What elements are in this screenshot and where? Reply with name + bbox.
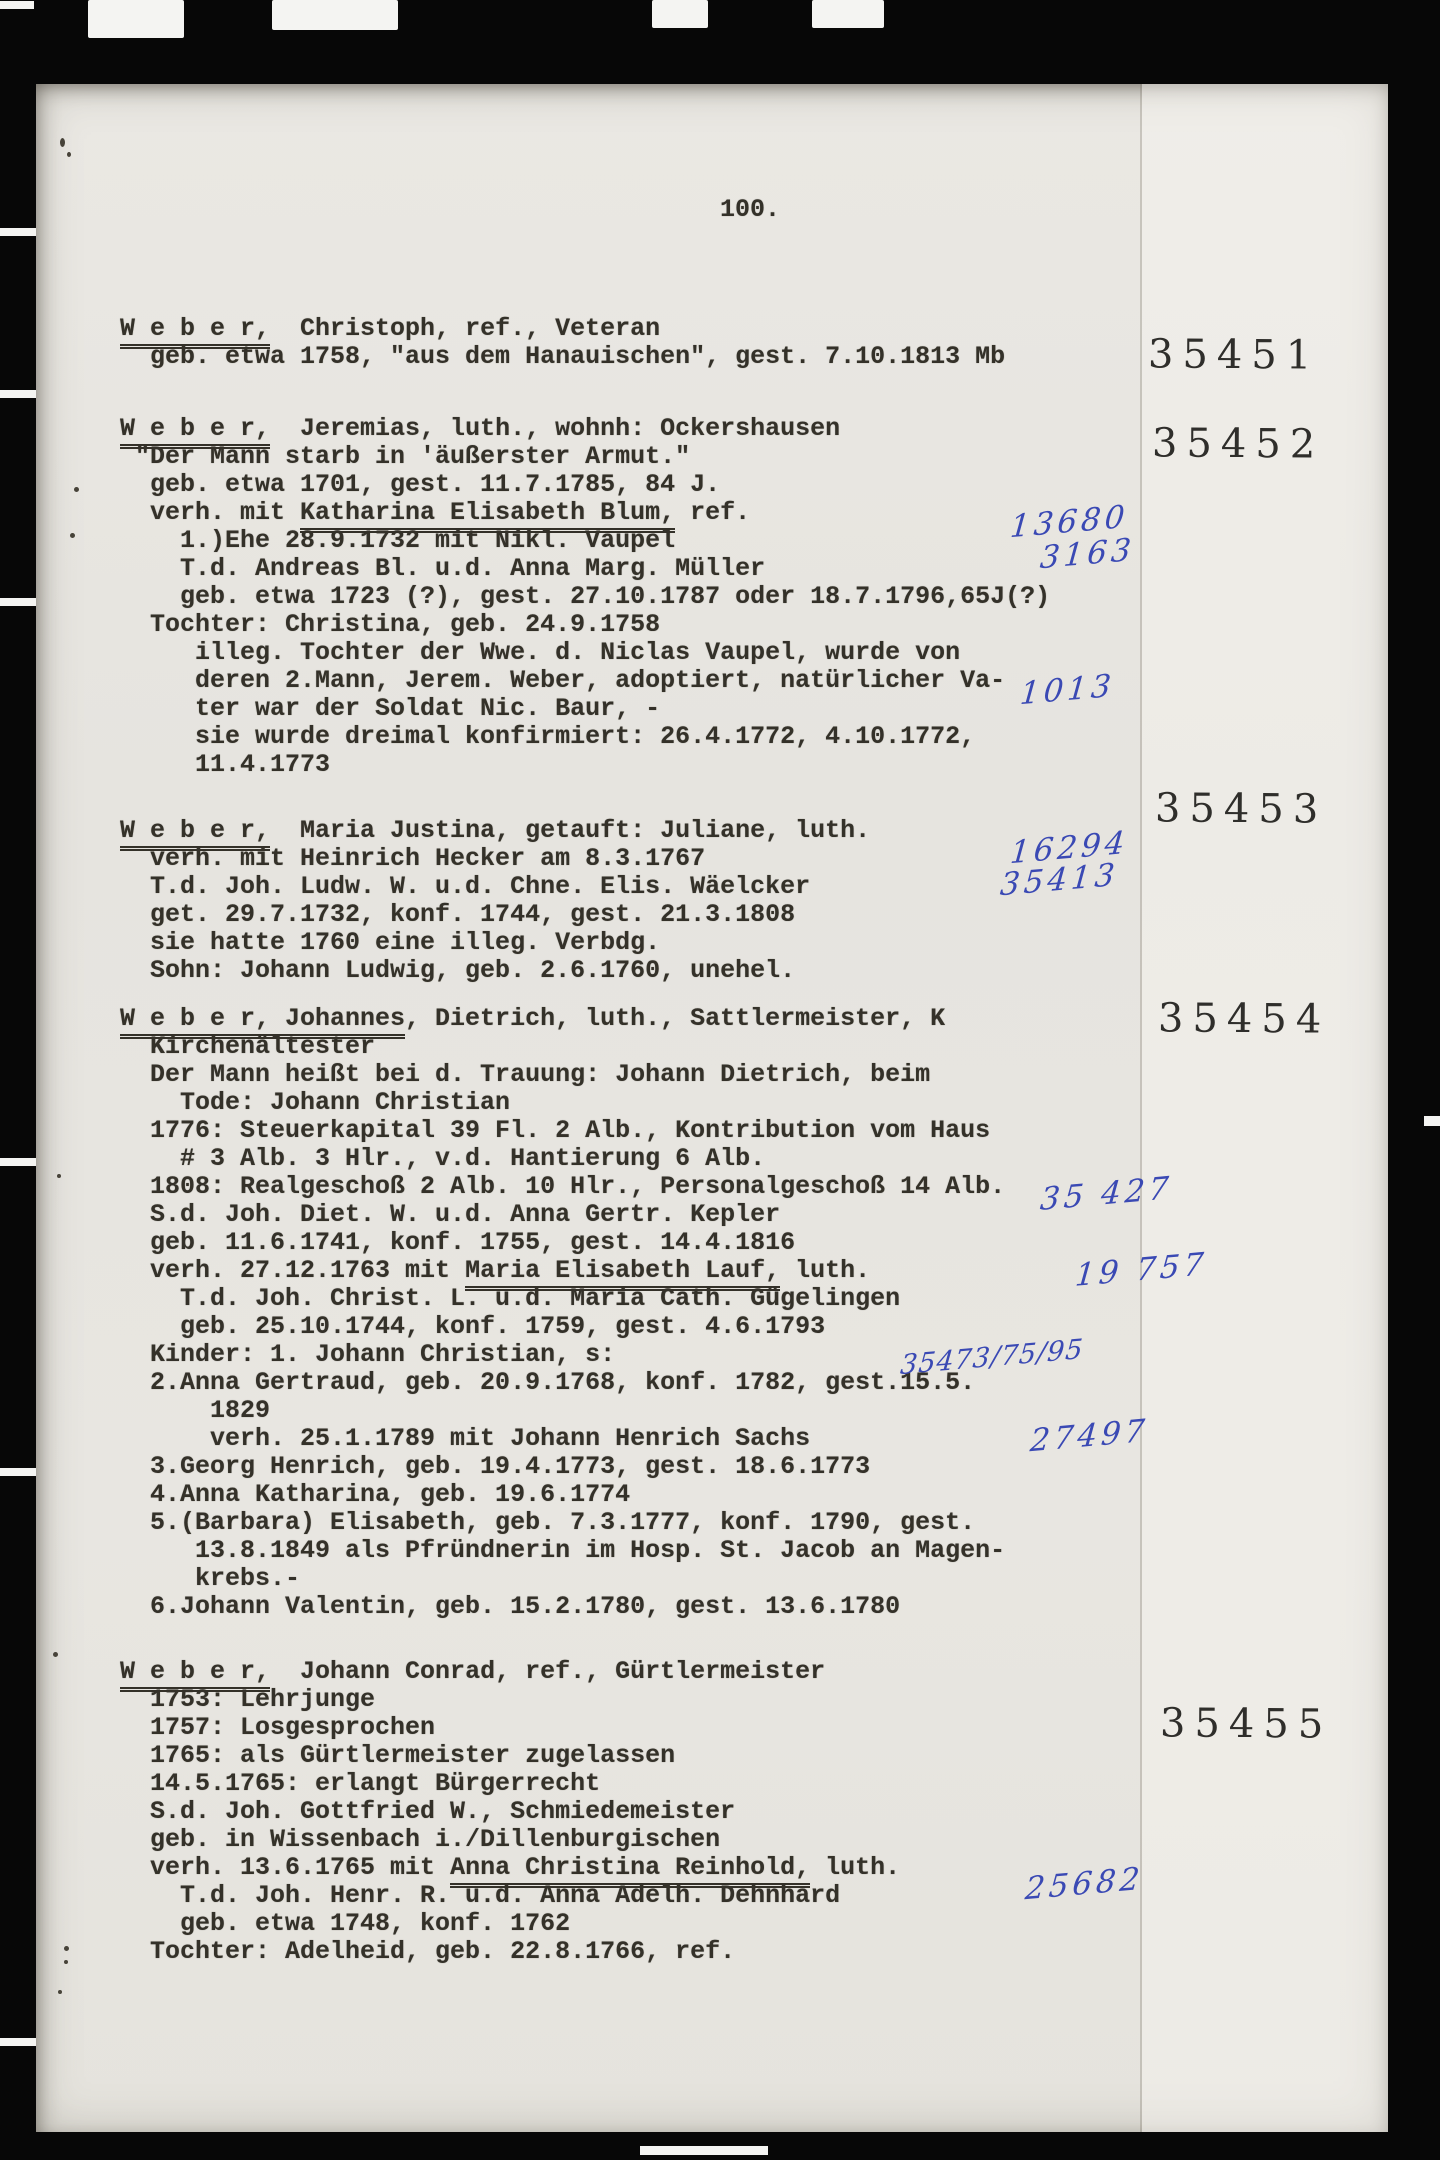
text-segment: S.d. Joh. Gottfried W., Schmiedemeister [120,1797,736,1826]
entry-record [120,415,1350,779]
text-segment: 1.)Ehe 28.9.1732 mit Nikl. Vaupel [120,526,676,555]
text-line [120,1397,1350,1425]
text-segment: verh. 13.6.1765 mit [120,1853,451,1882]
text-line [120,1341,1350,1369]
text-segment: 11.4.1773 [120,750,331,779]
text-segment: geb. 11.6.1741, konf. 1755, gest. 14.4.1816 [120,1228,796,1257]
text-line [120,751,1350,779]
text-line [120,1938,1350,1966]
underlined-name: Maria Elisabeth Lauf, [465,1256,780,1291]
text-line [120,1117,1350,1145]
film-mark [88,0,184,38]
text-line [120,845,1350,873]
text-line [120,1145,1350,1173]
underlined-name: Anna Christina Reinhold, [450,1853,810,1888]
underlined-name: W e b e r, [120,816,270,851]
registry-number-stamp: 35454 [1157,995,1331,1043]
paper-speck [64,1946,69,1951]
text-line [120,873,1350,901]
paper-speck [57,1174,61,1178]
text-segment: 1776: Steuerkapital 39 Fl. 2 Alb., Kontribution vom Haus [120,1116,991,1145]
film-mark [1424,1116,1440,1126]
paper-speck [64,1960,68,1964]
text-line [120,1882,1350,1910]
handwritten-reference: 3163 [1038,531,1137,577]
film-mark [0,1,34,9]
text-segment: Kinder: 1. Johann Christian, s: [120,1340,616,1369]
text-line [120,1369,1350,1397]
film-mark [0,1468,36,1476]
text-segment: 13.8.1849 als Pfründnerin im Hosp. St. Jacob an Magen- [120,1536,1006,1565]
text-line [120,723,1350,751]
text-line [120,1854,1350,1882]
handwritten-reference: 35 427 [1038,1170,1174,1218]
text-segment: 1753: Lehrjunge [120,1685,376,1714]
text-segment: 6.Johann Valentin, geb. 15.2.1780, gest. 13.6.1780 [120,1592,901,1621]
text-line [120,1453,1350,1481]
text-line [120,583,1350,611]
text-segment: Sohn: Johann Ludwig, geb. 2.6.1760, unehel. [120,956,796,985]
text-segment: ter war der Soldat Nic. Baur, - [120,694,661,723]
underlined-name: W e b e r, [120,1657,270,1692]
handwritten-reference: 35473/75/95 [898,1333,1085,1382]
text-segment: "Der Mann starb in 'äußerster Armut." [120,442,691,471]
handwritten-reference: 16294 [1008,824,1130,872]
text-segment: 2.Anna Gertraud, geb. 20.9.1768, konf. 1782, gest.15.5. [120,1368,976,1397]
text-segment: S.d. Joh. Diet. W. u.d. Anna Gertr. Kepler [120,1200,781,1229]
text-segment: Kirchenältester [120,1032,376,1061]
text-line [120,1061,1350,1089]
text-line [120,1658,1350,1686]
text-segment: verh. mit [120,498,301,527]
text-line [120,1565,1350,1593]
text-segment: Christoph, ref., Veteran [270,314,661,343]
underlined-name: W e b e r, [120,314,270,349]
film-mark [0,390,36,398]
text-segment: sie hatte 1760 eine illeg. Verbdg. [120,928,661,957]
text-segment: get. 29.7.1732, konf. 1744, gest. 21.3.1808 [120,900,796,929]
text-segment: luth. [810,1853,901,1882]
entry-record [120,1005,1350,1621]
paper-speck [58,1990,62,1994]
text-line [120,929,1350,957]
handwritten-reference: 35413 [998,856,1120,904]
underlined-name: W e b e r, [120,414,270,449]
text-line [120,957,1350,985]
text-segment: 4.Anna Katharina, geb. 19.6.1774 [120,1480,631,1509]
text-segment: geb. 25.10.1744, konf. 1759, gest. 4.6.1793 [120,1312,826,1341]
text-segment: Johann Conrad, ref., Gürtlermeister [270,1657,826,1686]
film-mark [0,1158,36,1166]
text-segment: T.d. Joh. Christ. L. u.d. Maria Cath. Gügelingen [120,1284,901,1313]
text-line [120,1481,1350,1509]
text-line [120,1537,1350,1565]
registry-number-stamp: 35452 [1151,420,1325,468]
text-segment: Jeremias, luth., wohnh: Ockershausen [270,414,841,443]
text-segment: luth. [780,1256,871,1285]
underlined-name: Katharina Elisabeth Blum, [300,498,675,533]
page-number: 100. [720,195,781,224]
text-segment: ref. [675,498,751,527]
film-mark [0,228,36,236]
film-mark [812,0,884,28]
film-mark [0,598,36,606]
text-segment: 1757: Losgesprochen [120,1713,436,1742]
text-segment: geb. etwa 1701, gest. 11.7.1785, 84 J. [120,470,721,499]
text-segment: T.d. Joh. Henr. R. u.d. Anna Adelh. Dehnhard [120,1881,841,1910]
text-segment: 1808: Realgeschoß 2 Alb. 10 Hlr., Personalgeschoß 14 Alb. [120,1172,1006,1201]
registry-number-stamp: 35451 [1147,331,1321,379]
registry-number-stamp: 35453 [1154,785,1328,833]
text-segment: 1765: als Gürtlermeister zugelassen [120,1741,676,1770]
paper-speck [53,1652,58,1657]
text-segment: geb. etwa 1758, "aus dem Hanauischen", gest. 7.10.1813 Mb [120,342,1006,371]
text-segment: geb. in Wissenbach i./Dillenburgischen [120,1825,721,1854]
text-segment: Maria Justina, getauft: Juliane, luth. [270,816,871,845]
text-segment: illeg. Tochter der Wwe. d. Niclas Vaupel, wurde von [120,638,961,667]
text-line [120,695,1350,723]
text-line [120,1089,1350,1117]
film-mark [652,0,708,28]
text-line [120,1285,1350,1313]
text-line [120,499,1350,527]
text-segment: 1829 [120,1396,271,1425]
paper-speck [74,487,79,492]
film-mark [640,2146,768,2155]
text-line [120,1593,1350,1621]
text-line [120,1509,1350,1537]
text-segment: Tochter: Adelheid, geb. 22.8.1766, ref. [120,1937,736,1966]
paper-speck [60,138,65,147]
text-line [120,901,1350,929]
text-segment: geb. etwa 1748, konf. 1762 [120,1909,571,1938]
text-line [120,1313,1350,1341]
text-line [120,1425,1350,1453]
text-line [120,555,1350,583]
entry-record [120,817,1350,985]
handwritten-reference: 13680 [1008,498,1130,546]
handwritten-reference: 19 757 [1073,1246,1209,1294]
text-line [120,1910,1350,1938]
text-line [120,527,1350,555]
paper-speck [70,533,75,538]
text-segment: verh. 27.12.1763 mit [120,1256,466,1285]
text-segment: geb. etwa 1723 (?), gest. 27.10.1787 oder 18.7.1796,65J(?) [120,582,1051,611]
text-segment: T.d. Andreas Bl. u.d. Anna Marg. Müller [120,554,766,583]
film-mark [272,0,398,30]
text-line [120,1798,1350,1826]
text-segment: verh. mit Heinrich Hecker am 8.3.1767 [120,844,706,873]
text-segment: Tochter: Christina, geb. 24.9.1758 [120,610,661,639]
film-mark [0,2038,36,2046]
text-segment: T.d. Joh. Ludw. W. u.d. Chne. Elis. Wäelcker [120,872,811,901]
text-segment: , Dietrich, luth., Sattlermeister, K [405,1004,946,1033]
text-segment: 3.Georg Henrich, geb. 19.4.1773, gest. 18.6.1773 [120,1452,871,1481]
text-line [120,611,1350,639]
handwritten-reference: 27497 [1028,1412,1150,1460]
handwritten-reference: 1013 [1018,667,1117,713]
text-segment: krebs.- [120,1564,301,1593]
text-segment: Der Mann heißt bei d. Trauung: Johann Dietrich, beim [120,1060,931,1089]
underlined-name: W e b e r, Johannes [120,1004,405,1039]
text-segment: verh. 25.1.1789 mit Johann Henrich Sachs [120,1424,811,1453]
text-segment: 5.(Barbara) Elisabeth, geb. 7.3.1777, konf. 1790, gest. [120,1508,976,1537]
text-segment: # 3 Alb. 3 Hlr., v.d. Hantierung 6 Alb. [120,1144,766,1173]
text-line [120,1826,1350,1854]
text-segment: Tode: Johann Christian [120,1088,511,1117]
text-segment: deren 2.Mann, Jerem. Weber, adoptiert, natürlicher Va- [120,666,1006,695]
text-segment: sie wurde dreimal konfirmiert: 26.4.1772, 4.10.1772, [120,722,976,751]
scanned-page [36,84,1388,2132]
paper-speck [67,152,71,157]
registry-number-stamp: 35455 [1159,1700,1333,1748]
text-line [120,471,1350,499]
text-segment: 14.5.1765: erlangt Bürgerrecht [120,1769,601,1798]
text-line [120,639,1350,667]
text-line [120,667,1350,695]
text-line [120,1770,1350,1798]
handwritten-reference: 25682 [1023,1860,1145,1908]
